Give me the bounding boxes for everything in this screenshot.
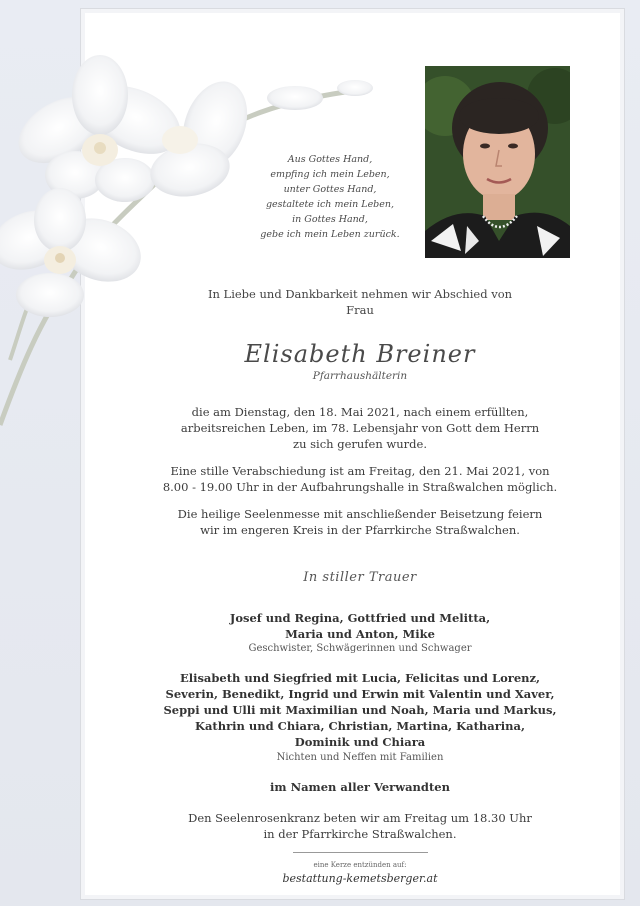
rosary-line: in der Pfarrkirche Straßwalchen. [263, 827, 457, 841]
family-line: Kathrin und Chiara, Christian, Martina, Katharina, [194, 719, 525, 733]
intro-text [80, 286, 640, 318]
mourning-heading: In stiller Trauer [303, 570, 417, 585]
all-relatives-text: im Namen aller Verwandten [270, 780, 450, 794]
announcement-line: wir im engeren Kreis in der Pfarrkirche Straßwalchen. [200, 523, 520, 537]
announcement-line: arbeitsreichen Leben, im 78. Lebensjahr von Gott dem Herrn [180, 421, 540, 435]
family-line: Seppi und Ulli mit Maximilian und Noah, Maria und Markus, [163, 703, 557, 717]
announcement-line: 8.00 - 19.00 Uhr in der Aufbahrungshalle in Straßwalchen möglich. [162, 480, 558, 494]
funeral-mass-info [80, 506, 640, 538]
poem-line: Aus Gottes Hand, [287, 154, 373, 165]
announcement-line: die am Dienstag, den 18. Mai 2021, nach einem erfüllten, [191, 405, 529, 419]
poem-verse [255, 152, 405, 242]
siblings-relation: Geschwister, Schwägerinnen und Schwager [248, 643, 472, 654]
family-line: Dominik und Chiara [294, 735, 426, 749]
portrait-photo [425, 66, 570, 258]
family-line: Severin, Benedikt, Ingrid und Erwin mit Valentin und Xaver, [165, 687, 555, 701]
poem-line: gestaltete ich mein Leben, [265, 199, 395, 210]
deceased-name: Elisabeth Breiner [244, 340, 476, 368]
intro-line: In Liebe und Dankbarkeit nehmen wir Abschied von [207, 287, 513, 301]
nieces-nephews-names [80, 670, 640, 750]
farewell-info [80, 463, 640, 495]
footer-divider [293, 852, 428, 853]
siblings-names [80, 610, 640, 642]
announcement-line: Die heilige Seelenmesse mit anschließender Beisetzung feiern [177, 507, 543, 521]
candle-caption: eine Kerze entzünden auf: [313, 861, 407, 869]
announcement-line: Eine stille Verabschiedung ist am Freitag, den 21. Mai 2021, von [170, 464, 550, 478]
rosary-line: Den Seelenrosenkranz beten wir am Freitag um 18.30 Uhr [188, 811, 532, 825]
deceased-occupation: Pfarrhaushälterin [312, 370, 408, 382]
funeral-home-website-link[interactable]: bestattung-kemetsberger.at [282, 872, 438, 885]
announcement-line: zu sich gerufen wurde. [293, 437, 427, 451]
nieces-nephews-relation: Nichten und Neffen mit Familien [276, 752, 444, 763]
family-line: Maria und Anton, Mike [285, 627, 435, 641]
intro-line: Frau [346, 303, 374, 317]
family-line: Elisabeth und Siegfried mit Lucia, Felicitas und Lorenz, [179, 671, 541, 685]
family-line: Josef und Regina, Gottfried und Melitta, [229, 611, 491, 625]
poem-line: empfing ich mein Leben, [270, 169, 390, 180]
poem-line: in Gottes Hand, [292, 214, 368, 225]
death-announcement [80, 404, 640, 452]
poem-line: gebe ich mein Leben zurück. [260, 229, 400, 240]
rosary-info [80, 810, 640, 842]
poem-line: unter Gottes Hand, [283, 184, 377, 195]
